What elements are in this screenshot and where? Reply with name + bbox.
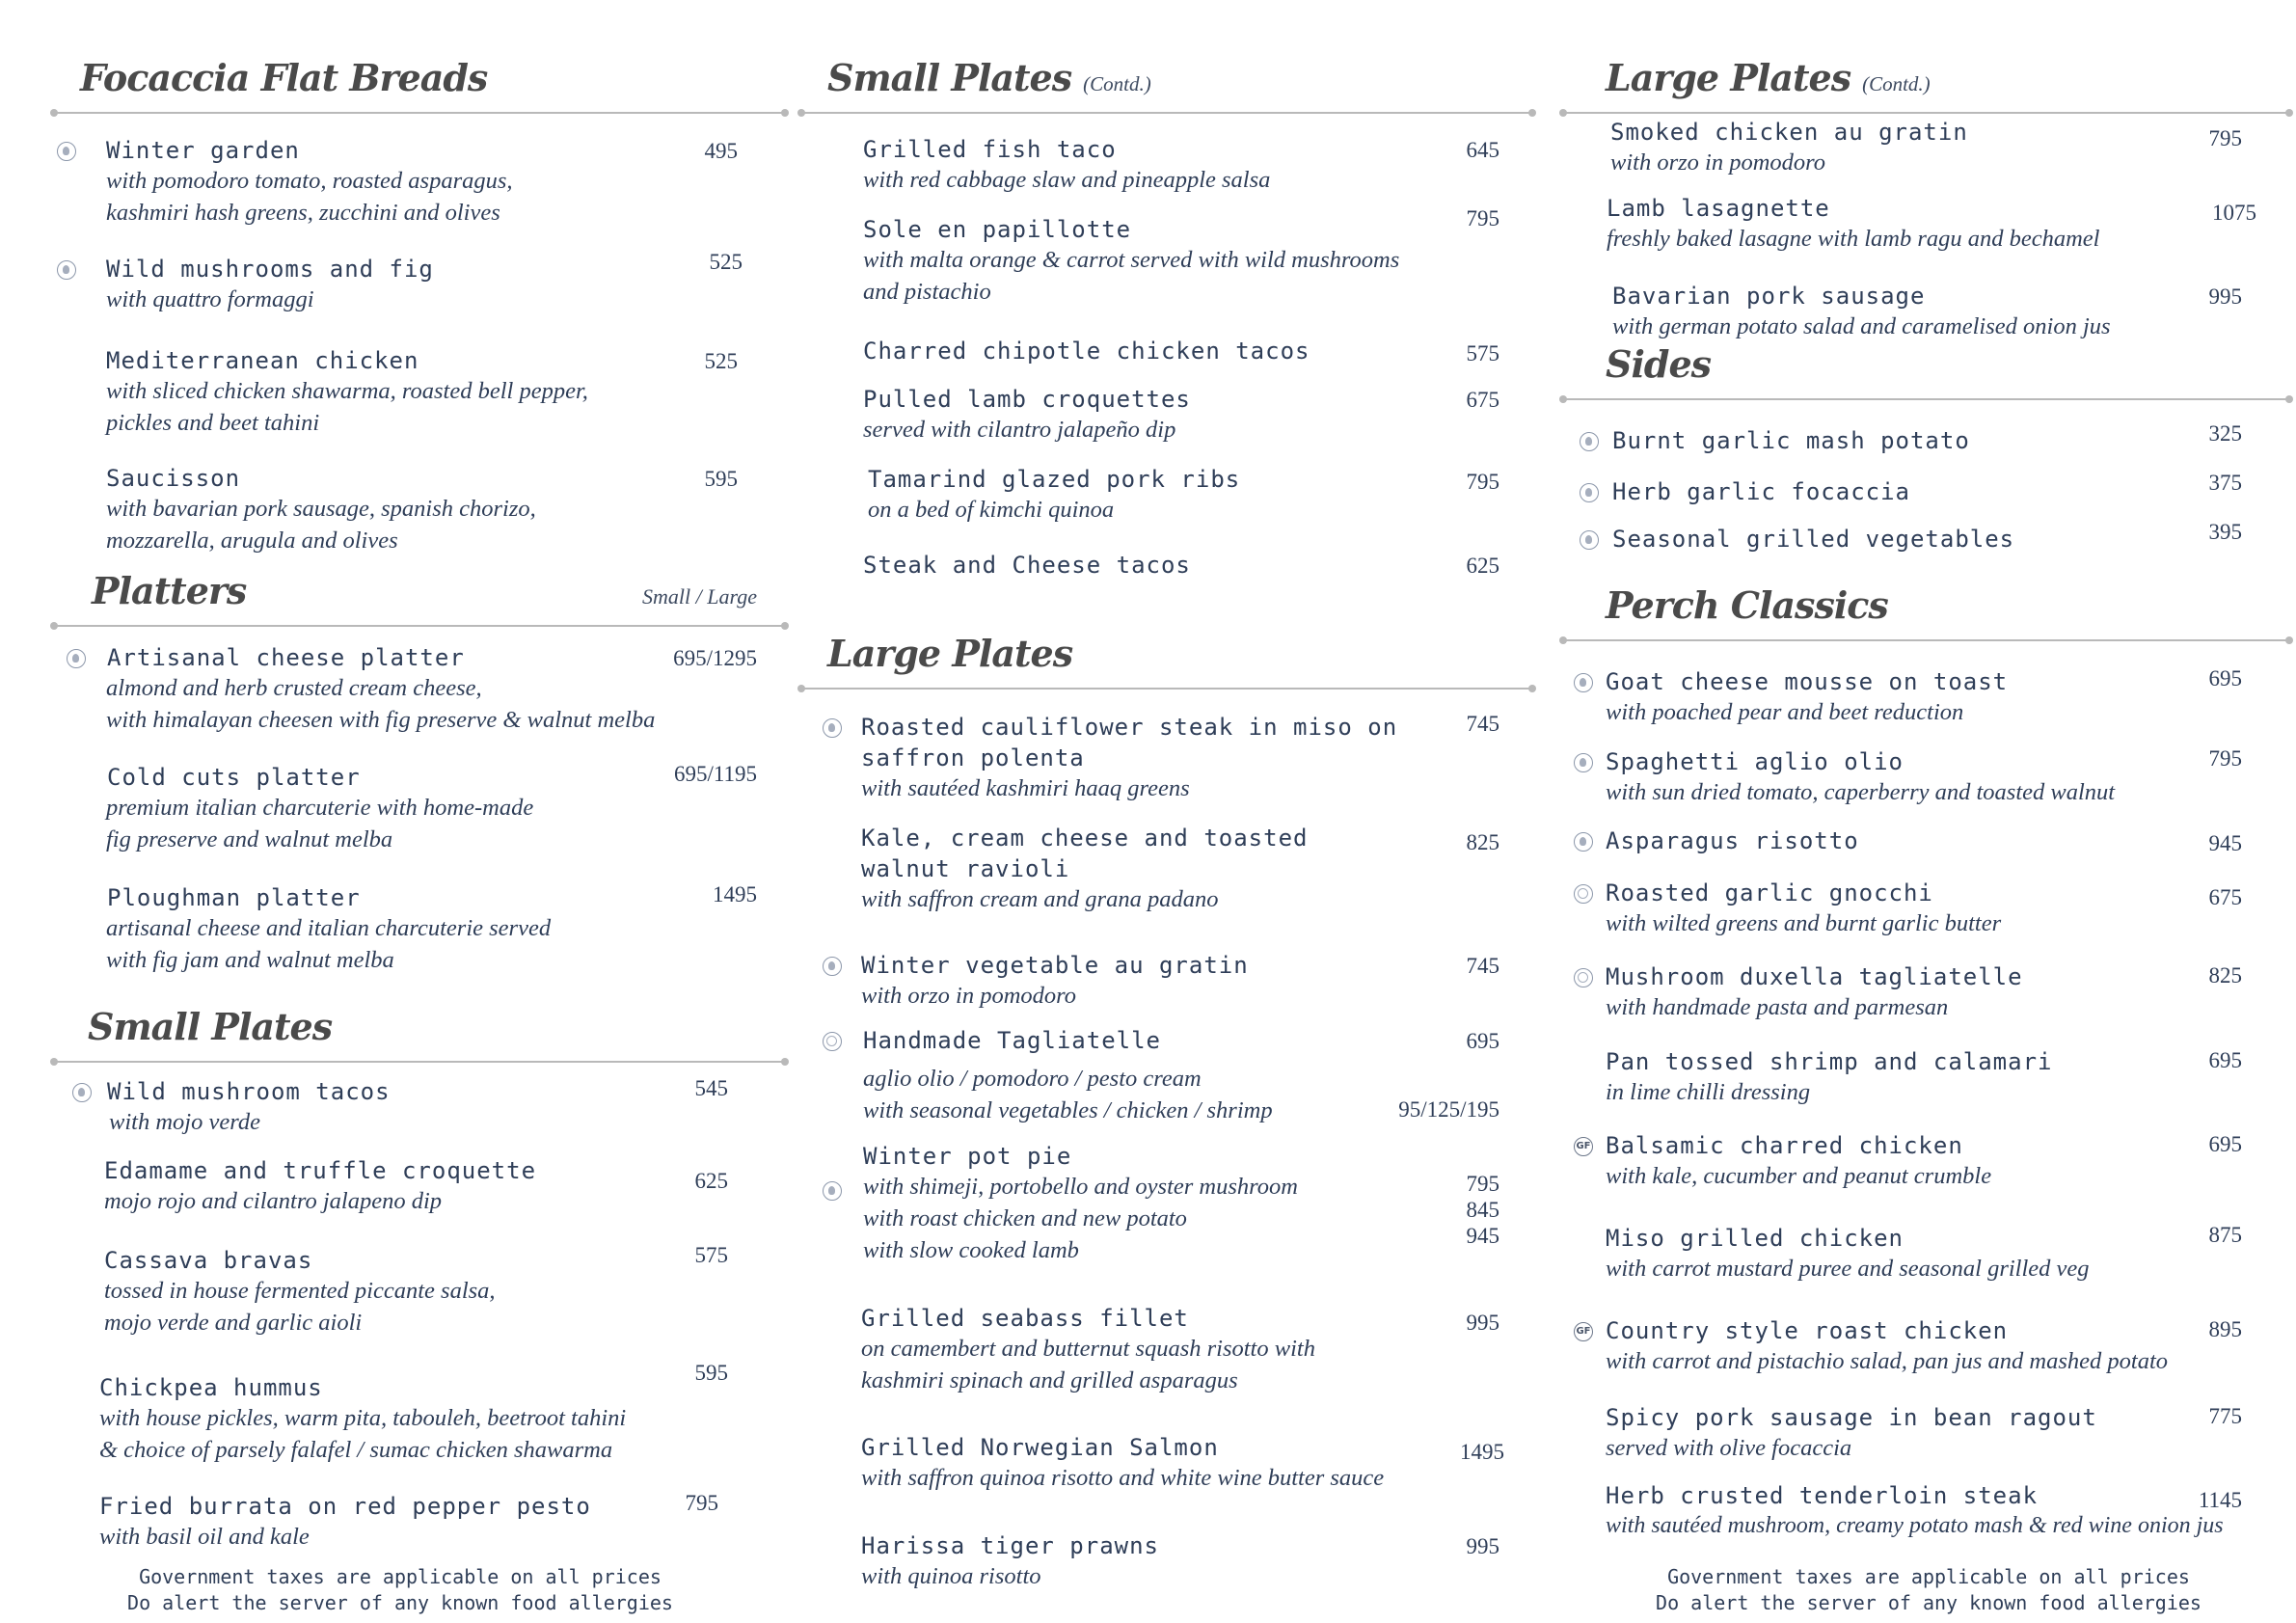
item-name: Winter pot pie: [863, 1143, 1072, 1170]
item-description: fig preserve and walnut melba: [106, 826, 393, 852]
item-price: 695/1295: [673, 646, 757, 670]
item-price: 795: [1466, 470, 1499, 494]
item-name: Artisanal cheese platter: [107, 644, 465, 671]
item-name: Herb crusted tenderloin steak: [1606, 1482, 2039, 1509]
item-price: 1075: [2212, 201, 2256, 225]
vegetarian-icon: [57, 142, 76, 161]
item-name: Winter garden: [106, 137, 300, 164]
item-description: served with cilantro jalapeño dip: [863, 417, 1176, 443]
item-price: 375: [2208, 471, 2242, 495]
item-price: 795: [1466, 206, 1499, 230]
item-price: 645: [1466, 138, 1499, 162]
item-description: with sautéed kashmiri haaq greens: [861, 775, 1190, 801]
item-price: 1495: [1460, 1440, 1504, 1464]
vegetarian-icon: [67, 649, 86, 668]
item-description: with seasonal vegetables / chicken / shrimp: [863, 1097, 1273, 1123]
item-name: Country style roast chicken: [1606, 1317, 2009, 1344]
item-price: 695: [2208, 1132, 2242, 1156]
item-price: 775: [2208, 1404, 2242, 1428]
item-description: with carrot mustard puree and seasonal grilled veg: [1606, 1256, 2090, 1282]
item-name: Pulled lamb croquettes: [863, 386, 1191, 413]
item-description: with handmade pasta and parmesan: [1606, 994, 1949, 1020]
item-name-continued: walnut ravioli: [861, 855, 1070, 882]
item-name: Bavarian pork sausage: [1612, 283, 1926, 310]
item-name: Kale, cream cheese and toasted: [861, 825, 1309, 852]
item-price: 695: [1466, 1029, 1499, 1053]
section-divider: [1562, 112, 2290, 114]
item-name: Balsamic charred chicken: [1606, 1132, 1963, 1159]
item-price: 945: [1466, 1224, 1499, 1248]
item-description: artisanal cheese and italian charcuterie served: [106, 915, 552, 941]
item-price: 695/1195: [673, 762, 757, 786]
item-description: with saffron quinoa risotto and white wine butter sauce: [861, 1465, 1385, 1491]
item-description: mojo verde and garlic aioli: [104, 1310, 363, 1336]
item-price: 995: [2208, 284, 2242, 309]
item-price: 745: [1466, 712, 1499, 736]
section-divider: [1562, 639, 2290, 641]
egg-icon: [823, 1032, 842, 1051]
section-title: [1606, 56, 1931, 99]
item-description: kashmiri hash greens, zucchini and olives: [106, 200, 500, 226]
item-name: Harissa tiger prawns: [861, 1532, 1159, 1559]
item-name: Edamame and truffle croquette: [104, 1157, 537, 1184]
section-divider: [1562, 398, 2290, 400]
section-divider: [53, 112, 786, 114]
item-name: Wild mushroom tacos: [107, 1078, 391, 1105]
item-description: with red cabbage slaw and pineapple salsa: [863, 167, 1271, 193]
item-description: with quinoa risotto: [861, 1563, 1041, 1589]
item-price: 1145: [2198, 1488, 2242, 1512]
section-note: (Contd.): [1862, 72, 1931, 95]
item-price: 695: [2208, 666, 2242, 690]
item-price: 695: [2208, 1048, 2242, 1072]
vegetarian-icon: [823, 957, 842, 976]
item-price: 995: [1466, 1311, 1499, 1335]
item-name: Fried burrata on red pepper pesto: [99, 1493, 591, 1520]
item-name: Ploughman platter: [107, 884, 361, 911]
item-name: Goat cheese mousse on toast: [1606, 668, 2009, 695]
item-price: 575: [1466, 341, 1499, 365]
item-price: 895: [2208, 1317, 2242, 1341]
menu-footer: [53, 1564, 747, 1616]
item-name: Wild mushrooms and fig: [106, 256, 434, 283]
item-name: Roasted garlic gnocchi: [1606, 879, 1933, 906]
section-divider: [53, 1061, 786, 1063]
menu-footer: [1581, 1564, 2276, 1616]
item-name: Spaghetti aglio olio: [1606, 748, 1904, 775]
section-title-text: Large Plates: [1606, 56, 1851, 99]
item-name: Herb garlic focaccia: [1612, 478, 1910, 505]
size-label: Small / Large: [642, 584, 757, 609]
item-description: with orzo in pomodoro: [861, 983, 1077, 1009]
item-price: 795: [2208, 126, 2242, 150]
item-description: with german potato salad and caramelised onion jus: [1612, 313, 2111, 339]
item-name: Grilled seabass fillet: [861, 1305, 1189, 1332]
item-price: 525: [704, 349, 738, 373]
item-name: Roasted cauliflower steak in miso on: [861, 714, 1398, 741]
vegetarian-icon: [1574, 673, 1593, 692]
item-price: 745: [1466, 954, 1499, 978]
item-name: Cold cuts platter: [107, 764, 361, 791]
item-name: Steak and Cheese tacos: [863, 552, 1191, 579]
item-description: with mojo verde: [109, 1109, 260, 1135]
item-description: with poached pear and beet reduction: [1606, 699, 1964, 725]
section-divider: [800, 112, 1533, 114]
vegetarian-icon: [823, 718, 842, 738]
item-name: Grilled Norwegian Salmon: [861, 1434, 1219, 1461]
item-name: Asparagus risotto: [1606, 827, 1859, 854]
item-price: 595: [694, 1361, 728, 1385]
menu-column-3: [1562, 0, 2290, 1623]
vegetarian-icon: [1574, 753, 1593, 772]
item-description: with roast chicken and new potato: [863, 1205, 1187, 1231]
item-price: 675: [1466, 388, 1499, 412]
item-price: 495: [704, 139, 738, 163]
item-price: 525: [709, 250, 743, 274]
item-name: Mushroom duxella tagliatelle: [1606, 963, 2023, 990]
allergy-note: Do alert the server of any known food allergies: [1656, 1591, 2201, 1614]
tax-note: Government taxes are applicable on all prices: [139, 1565, 662, 1588]
item-price: 795: [1466, 1172, 1499, 1196]
item-description: almond and herb crusted cream cheese,: [106, 675, 482, 701]
item-price: 795: [685, 1491, 718, 1515]
item-name: Cassava bravas: [104, 1247, 313, 1274]
item-name: Seasonal grilled vegetables: [1612, 526, 2015, 553]
item-price: 875: [2208, 1223, 2242, 1247]
vegetarian-icon: [1580, 483, 1599, 502]
section-title: Platters: [92, 569, 247, 612]
item-price: 845: [1466, 1198, 1499, 1222]
section-title: Sides: [1606, 342, 1712, 386]
item-price: 625: [1466, 554, 1499, 578]
item-name: Lamb lasagnette: [1607, 195, 1830, 222]
item-price: 795: [2208, 746, 2242, 771]
item-price: 625: [694, 1169, 728, 1193]
item-name: Charred chipotle chicken tacos: [863, 338, 1310, 365]
item-description: mojo rojo and cilantro jalapeno dip: [104, 1188, 443, 1214]
item-description: with sautéed mushroom, creamy potato mash & red wine onion jus: [1606, 1513, 2224, 1538]
section-title-text: Small Plates: [827, 56, 1072, 99]
item-name: Sole en papillotte: [863, 216, 1132, 243]
item-description: with himalayan cheesen with fig preserve & walnut melba: [106, 707, 656, 733]
section-title: Perch Classics: [1606, 583, 1888, 627]
vegetarian-icon: [1574, 832, 1593, 852]
section-title: Small Plates: [88, 1005, 333, 1048]
item-name: Pan tossed shrimp and calamari: [1606, 1048, 2053, 1075]
item-price: 675: [2208, 885, 2242, 909]
item-name: Burnt garlic mash potato: [1612, 427, 1970, 454]
item-description: and pistachio: [863, 279, 991, 305]
item-description: premium italian charcuterie with home-made: [106, 795, 534, 821]
item-name: Chickpea hummus: [99, 1374, 323, 1401]
section-note: (Contd.): [1083, 72, 1151, 95]
item-description: with carrot and pistachio salad, pan jus and mashed potato: [1606, 1348, 2169, 1374]
section-title: Large Plates: [827, 632, 1073, 675]
item-description: with house pickles, warm pita, tabouleh, beetroot tahini: [99, 1405, 627, 1431]
item-name: Handmade Tagliatelle: [863, 1027, 1161, 1054]
item-description: kashmiri spinach and grilled asparagus: [861, 1367, 1238, 1393]
egg-icon: [1574, 968, 1593, 987]
item-price: 1495: [713, 882, 757, 906]
item-price: 575: [694, 1243, 728, 1267]
item-name: Winter vegetable au gratin: [861, 952, 1249, 979]
item-description: in lime chilli dressing: [1606, 1079, 1811, 1105]
section-divider: [53, 625, 786, 627]
item-description: on a bed of kimchi quinoa: [868, 497, 1115, 523]
item-description: with kale, cucumber and peanut crumble: [1606, 1163, 1992, 1189]
item-description: with sun dried tomato, caperberry and toasted walnut: [1606, 779, 2116, 805]
item-description: with saffron cream and grana padano: [861, 886, 1219, 912]
item-description: pickles and beet tahini: [106, 410, 320, 436]
item-price: 995: [1466, 1534, 1499, 1558]
item-price: 825: [1466, 830, 1499, 854]
allergy-note: Do alert the server of any known food allergies: [127, 1591, 673, 1614]
item-name: Grilled fish taco: [863, 136, 1117, 163]
vegan-icon: [72, 1083, 92, 1102]
menu-column-2: [800, 0, 1533, 1623]
item-price-options: 95/125/195: [1398, 1097, 1499, 1122]
item-description: with orzo in pomodoro: [1610, 149, 1826, 176]
item-price: 395: [2208, 520, 2242, 544]
tax-note: Government taxes are applicable on all prices: [1667, 1565, 2190, 1588]
item-description: with slow cooked lamb: [863, 1237, 1079, 1263]
item-price: 825: [2208, 963, 2242, 987]
item-description: with bavarian pork sausage, spanish chorizo,: [106, 496, 536, 522]
item-name: Miso grilled chicken: [1606, 1225, 1904, 1252]
item-description: served with olive focaccia: [1606, 1435, 1852, 1461]
item-description: freshly baked lasagne with lamb ragu and bechamel: [1607, 226, 2100, 252]
item-name: Spicy pork sausage in bean ragout: [1606, 1404, 2097, 1431]
item-description: on camembert and butternut squash risotto with: [861, 1336, 1315, 1362]
item-name: Smoked chicken au gratin: [1610, 119, 1968, 146]
item-price: 545: [694, 1076, 728, 1100]
item-description: with pomodoro tomato, roasted asparagus,: [106, 168, 513, 194]
item-description: with quattro formaggi: [106, 286, 314, 312]
item-price: 325: [2208, 421, 2242, 446]
item-description: with malta orange & carrot served with wild mushrooms: [863, 247, 1400, 273]
item-description: with wilted greens and burnt garlic butter: [1606, 910, 2002, 936]
vegetarian-icon: [57, 260, 76, 280]
item-description: with sliced chicken shawarma, roasted bell pepper,: [106, 378, 588, 404]
item-description: with fig jam and walnut melba: [106, 947, 394, 973]
item-description: with basil oil and kale: [99, 1524, 310, 1550]
item-price: 945: [2208, 831, 2242, 855]
section-title: Focaccia Flat Breads: [80, 56, 488, 99]
item-description: & choice of parsely falafel / sumac chicken shawarma: [99, 1437, 613, 1463]
egg-icon: [1574, 884, 1593, 904]
gluten-free-icon: GF: [1574, 1322, 1593, 1341]
vegetarian-icon: [823, 1181, 842, 1201]
vegetarian-icon: [1580, 432, 1599, 451]
item-description: mozzarella, arugula and olives: [106, 527, 398, 554]
item-name: Mediterranean chicken: [106, 347, 419, 374]
menu-column-1: [53, 0, 786, 1623]
item-description: tossed in house fermented piccante salsa,: [104, 1278, 496, 1304]
item-price: 595: [704, 467, 738, 491]
item-name: Tamarind glazed pork ribs: [868, 466, 1241, 493]
item-description: with shimeji, portobello and oyster mushroom: [863, 1174, 1298, 1200]
item-name: Saucisson: [106, 465, 241, 492]
section-title: [827, 56, 1151, 99]
vegetarian-icon: [1580, 530, 1599, 550]
item-name-continued: saffron polenta: [861, 744, 1085, 771]
section-divider: [800, 688, 1533, 690]
item-description: aglio olio / pomodoro / pesto cream: [863, 1066, 1202, 1092]
gluten-free-icon: GF: [1574, 1137, 1593, 1156]
